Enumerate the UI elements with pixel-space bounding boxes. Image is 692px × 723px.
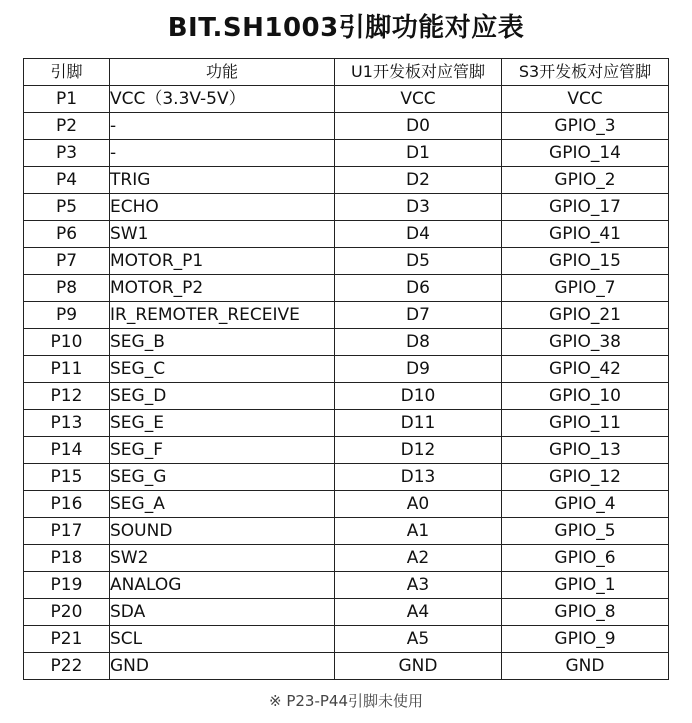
table-row [24,653,669,680]
cell-u1-pin: D0 [335,113,502,140]
column-header-function: 功能 [110,59,335,86]
cell-function: - [110,140,335,167]
cell-u1-pin: D12 [335,437,502,464]
table-row [24,518,669,545]
table-row [24,221,669,248]
cell-s3-pin: GPIO_7 [502,275,669,302]
cell-function: SEG_E [110,410,335,437]
table-row [24,572,669,599]
cell-s3-pin: GPIO_3 [502,113,669,140]
cell-s3-pin: GPIO_41 [502,221,669,248]
cell-u1-pin: D9 [335,356,502,383]
cell-s3-pin: GPIO_4 [502,491,669,518]
cell-s3-pin: VCC [502,86,669,113]
cell-function: SW2 [110,545,335,572]
page-title: BIT.SH1003引脚功能对应表 [167,13,525,43]
cell-u1-pin: D11 [335,410,502,437]
cell-function: ANALOG [110,572,335,599]
cell-pin: P3 [24,140,110,167]
cell-pin: P8 [24,275,110,302]
cell-pin: P7 [24,248,110,275]
cell-function: SOUND [110,518,335,545]
cell-pin: P9 [24,302,110,329]
column-header-s3-pin: S3开发板对应管脚 [502,59,669,86]
cell-s3-pin: GPIO_9 [502,626,669,653]
cell-s3-pin: GPIO_21 [502,302,669,329]
cell-u1-pin: A1 [335,518,502,545]
cell-function: SW1 [110,221,335,248]
table-row [24,140,669,167]
cell-s3-pin: GPIO_5 [502,518,669,545]
cell-function: SEG_B [110,329,335,356]
table-row [24,626,669,653]
cell-pin: P6 [24,221,110,248]
table-header-row [24,59,669,86]
column-header-u1-pin: U1开发板对应管脚 [335,59,502,86]
cell-function: VCC（3.3V-5V） [110,86,335,113]
cell-pin: P4 [24,167,110,194]
cell-pin: P11 [24,356,110,383]
cell-pin: P14 [24,437,110,464]
cell-pin: P21 [24,626,110,653]
table-row [24,248,669,275]
cell-u1-pin: D2 [335,167,502,194]
cell-u1-pin: D1 [335,140,502,167]
table-row [24,275,669,302]
table-row [24,437,669,464]
cell-s3-pin: GPIO_11 [502,410,669,437]
cell-u1-pin: A0 [335,491,502,518]
table-row [24,167,669,194]
cell-function: SDA [110,599,335,626]
cell-s3-pin: GPIO_6 [502,545,669,572]
cell-u1-pin: D8 [335,329,502,356]
footnote: ※ P23-P44引脚未使用 [268,692,423,710]
table-row [24,302,669,329]
cell-function: SEG_F [110,437,335,464]
cell-pin: P15 [24,464,110,491]
cell-s3-pin: GPIO_12 [502,464,669,491]
cell-function: SEG_D [110,383,335,410]
cell-function: GND [110,653,335,680]
cell-s3-pin: GPIO_14 [502,140,669,167]
cell-pin: P13 [24,410,110,437]
cell-s3-pin: GPIO_10 [502,383,669,410]
cell-pin: P12 [24,383,110,410]
pin-mapping-table [23,58,669,680]
cell-pin: P16 [24,491,110,518]
table-row [24,86,669,113]
cell-s3-pin: GPIO_17 [502,194,669,221]
cell-pin: P20 [24,599,110,626]
cell-u1-pin: GND [335,653,502,680]
cell-function: MOTOR_P2 [110,275,335,302]
table-row [24,410,669,437]
cell-function: IR_REMOTER_RECEIVE [110,302,335,329]
cell-function: SEG_C [110,356,335,383]
cell-u1-pin: A5 [335,626,502,653]
table-row [24,329,669,356]
cell-function: SEG_G [110,464,335,491]
table-row [24,113,669,140]
cell-u1-pin: D5 [335,248,502,275]
cell-s3-pin: GPIO_1 [502,572,669,599]
cell-function: MOTOR_P1 [110,248,335,275]
cell-u1-pin: D13 [335,464,502,491]
cell-pin: P2 [24,113,110,140]
cell-u1-pin: A2 [335,545,502,572]
table-row [24,383,669,410]
cell-u1-pin: D3 [335,194,502,221]
cell-pin: P19 [24,572,110,599]
cell-function: ECHO [110,194,335,221]
table-row [24,491,669,518]
cell-pin: P17 [24,518,110,545]
table-row [24,194,669,221]
column-header-pin: 引脚 [24,59,110,86]
cell-s3-pin: GPIO_2 [502,167,669,194]
cell-s3-pin: GPIO_13 [502,437,669,464]
cell-s3-pin: GPIO_38 [502,329,669,356]
cell-u1-pin: D7 [335,302,502,329]
cell-s3-pin: GPIO_42 [502,356,669,383]
cell-pin: P1 [24,86,110,113]
cell-s3-pin: GPIO_15 [502,248,669,275]
table-body [24,86,669,680]
cell-u1-pin: A3 [335,572,502,599]
cell-pin: P18 [24,545,110,572]
cell-u1-pin: D10 [335,383,502,410]
cell-s3-pin: GPIO_8 [502,599,669,626]
cell-pin: P5 [24,194,110,221]
cell-pin: P22 [24,653,110,680]
table-row [24,599,669,626]
table-row [24,464,669,491]
cell-u1-pin: A4 [335,599,502,626]
cell-function: TRIG [110,167,335,194]
cell-u1-pin: VCC [335,86,502,113]
cell-function: SCL [110,626,335,653]
cell-s3-pin: GND [502,653,669,680]
table-row [24,545,669,572]
cell-u1-pin: D4 [335,221,502,248]
cell-function: - [110,113,335,140]
table-row [24,356,669,383]
cell-pin: P10 [24,329,110,356]
cell-u1-pin: D6 [335,275,502,302]
cell-function: SEG_A [110,491,335,518]
